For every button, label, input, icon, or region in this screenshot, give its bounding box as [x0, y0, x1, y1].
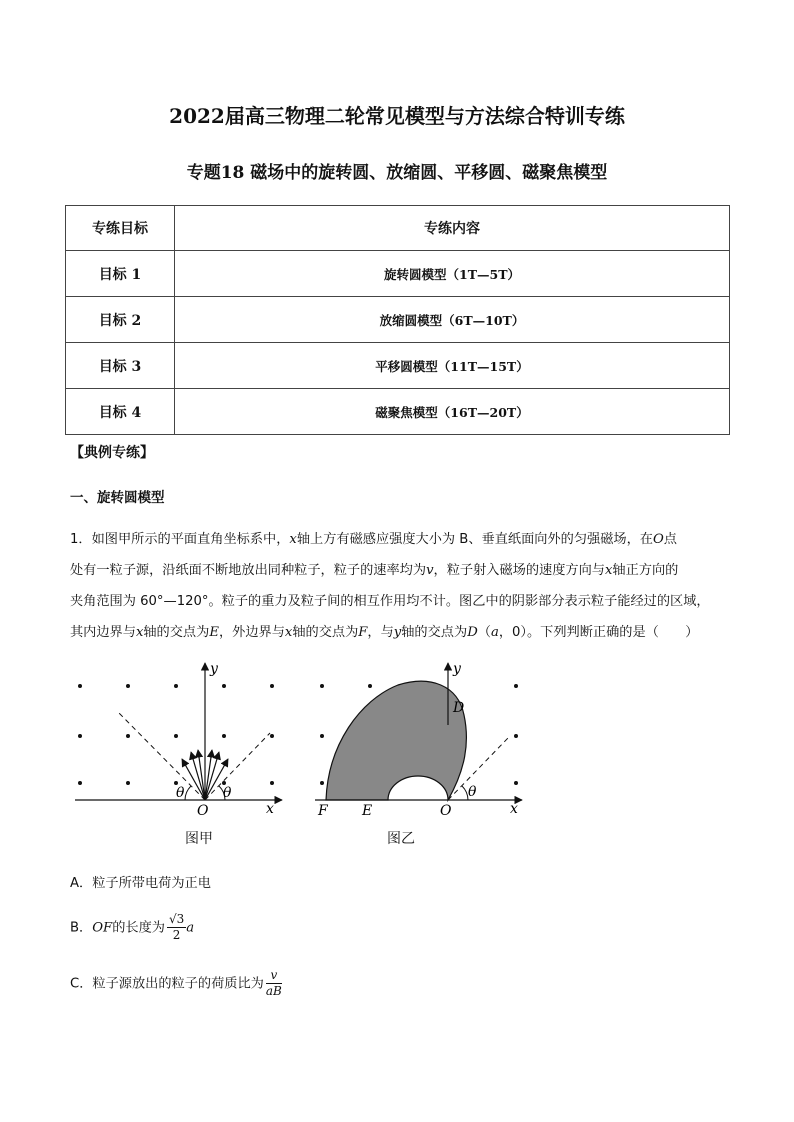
x-axis-label: x	[266, 801, 274, 817]
goal-cell: 目标 4	[66, 389, 175, 435]
figure-yi	[315, 661, 522, 819]
f-label: F	[318, 803, 328, 819]
figures	[60, 655, 540, 855]
document-title: 2022届高三物理二轮常见模型与方法综合特训专练	[169, 104, 625, 128]
targets-table	[65, 205, 730, 435]
table-row	[66, 389, 730, 435]
goal-cell: 目标 2	[66, 297, 175, 343]
figure-jia	[75, 661, 282, 819]
table-row	[66, 343, 730, 389]
theta-label: θ	[176, 785, 185, 801]
theta-label: θ	[223, 785, 232, 801]
d-label: D	[453, 700, 465, 716]
content-cell: 放缩圆模型（6T—10T）	[175, 297, 730, 343]
table-row	[66, 297, 730, 343]
section-heading: 一、旋转圆模型	[70, 490, 165, 506]
fraction: $\frac{√3}{2}$	[168, 912, 185, 942]
theta-label: θ	[468, 784, 477, 800]
x-axis-label: x	[510, 801, 518, 817]
origin-label: O	[440, 803, 452, 819]
y-axis-label: y	[210, 661, 218, 677]
document-subtitle: 专题18 磁场中的旋转圆、放缩圆、平移圆、磁聚焦模型	[186, 163, 608, 183]
shaded-region	[326, 681, 466, 800]
field-dots	[78, 684, 274, 785]
e-label: E	[362, 803, 373, 819]
header-goal: 专练目标	[66, 206, 175, 251]
figure-jia-caption: 图甲	[185, 831, 213, 847]
option-c: C．粒子源放出的粒子的荷质比为 $\frac{v}{aB}$	[70, 968, 282, 998]
option-b: B．OF的长度为 $\frac{√3}{2}$ a	[70, 912, 195, 942]
goal-cell: 目标 3	[66, 343, 175, 389]
origin-label: O	[197, 803, 209, 819]
content-cell: 平移圆模型（11T—15T）	[175, 343, 730, 389]
content-cell: 旋转圆模型（1T—5T）	[175, 251, 730, 297]
question-text: 1．如图甲所示的平面直角坐标系中，x轴上方有磁感应强度大小为 B、垂直纸面向外的匀强磁场，在O点 处有一粒子源，沿纸面不断地放出同种粒子，粒子的速率均为v，粒子射入磁场的速度方向与x轴正方向的 夹角范围为 60°—120°。粒子的重力及粒子间的相互作用均不计。图乙中的阴影部分表示粒子能经过的区域， 其内边界与x轴的交点为E，外边界与x轴的交点为F，与y轴的交点为D（a，0）。下列判断正确的是（ ）	[70, 532, 710, 640]
table-row	[66, 251, 730, 297]
goal-cell: 目标 1	[66, 251, 175, 297]
table-header-row	[66, 206, 730, 251]
header-content: 专练内容	[175, 206, 730, 251]
option-a: A．粒子所带电荷为正电	[70, 876, 211, 891]
content-cell: 磁聚焦模型（16T—20T）	[175, 389, 730, 435]
section-tag: 【典例专练】	[70, 445, 154, 461]
y-axis-label: y	[453, 661, 461, 677]
fraction: $\frac{v}{aB}$	[265, 968, 282, 998]
figure-yi-caption: 图乙	[387, 831, 415, 847]
